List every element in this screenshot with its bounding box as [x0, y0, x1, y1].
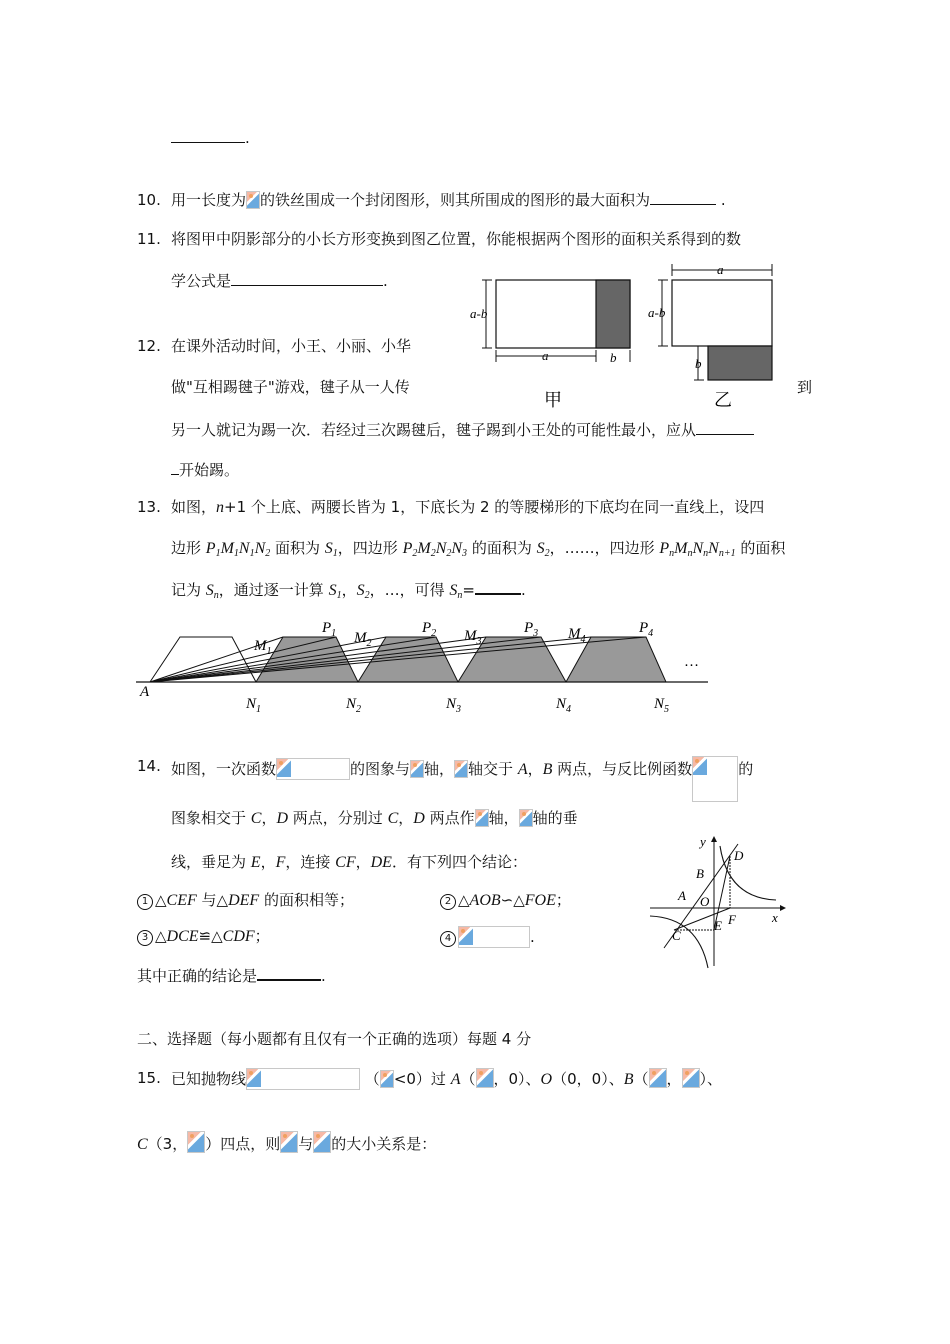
image-placeholder-icon: [380, 1070, 394, 1088]
formula-placeholder: [246, 1068, 360, 1090]
image-placeholder-icon: [519, 809, 533, 827]
q12-line4: 开始踢。: [171, 460, 239, 480]
image-placeholder-icon: [246, 191, 260, 209]
image-placeholder-icon: [313, 1131, 331, 1153]
q10-text: 用一长度为 的铁丝围成一个封闭图形，则其所围成的图形的最大面积为 .: [171, 191, 726, 209]
q14-conclusion-3: 3 △DCE≌△CDF；: [137, 926, 270, 947]
answer-blank[interactable]: [257, 965, 321, 981]
image-placeholder-icon: [475, 809, 489, 827]
area-figures: [462, 260, 792, 415]
label-P1: $P_1$: [322, 620, 337, 639]
q14-conclusion-1: 1 △CEF 与△DEF 的面积相等；: [137, 890, 354, 911]
image-placeholder-icon: [277, 759, 291, 777]
label-N3: $N_3$: [446, 696, 462, 715]
answer-blank[interactable]: [650, 190, 716, 205]
figure-jia: [470, 280, 630, 410]
label-N5: $N_5$: [654, 696, 670, 715]
axis-label-x: x: [772, 910, 778, 925]
q14-conclusion-4: 4 .: [440, 926, 535, 948]
q12-line2: 做"互相踢毽子"游戏，毽子从一人传: [171, 378, 410, 396]
image-placeholder-icon: [247, 1069, 261, 1087]
label-b: b: [610, 350, 617, 365]
image-placeholder-icon: [187, 1131, 205, 1153]
image-placeholder-icon: [682, 1068, 700, 1088]
image-placeholder-icon: [649, 1068, 667, 1088]
q14-line2: 图象相交于 C，D 两点，分别过 C，D 两点作 轴， 轴的垂: [171, 809, 578, 827]
label-P3: $P_3$: [524, 620, 539, 639]
answer-blank[interactable]: [475, 579, 521, 595]
image-placeholder-icon: [280, 1131, 298, 1153]
point-label-B: B: [696, 866, 704, 881]
image-placeholder-icon: [410, 760, 424, 778]
q10-number: 10.: [137, 191, 161, 209]
q13-number: 13.: [137, 498, 161, 516]
point-label-D: D: [734, 848, 744, 863]
label-a-minus-b: a-b: [470, 306, 488, 321]
label-P4: $P_4$: [639, 620, 654, 639]
q13-line1: 如图，n+1 个上底、两腰长皆为 1，下底长为 2 的等腰梯形的下底均在同一直线上，设四: [171, 498, 765, 516]
caption-jia: 甲: [544, 390, 562, 410]
image-placeholder-icon: [459, 927, 473, 945]
label-ellipsis: …: [684, 654, 699, 670]
point-label-O: O: [700, 894, 710, 909]
q14-number: 14.: [137, 757, 161, 775]
function-graph: [640, 828, 790, 970]
label-M3: $M_3$: [464, 628, 482, 647]
q12-line1: 在课外活动时间，小王、小丽、小华: [171, 337, 412, 355]
label-a: a: [542, 348, 549, 363]
q13-line3: 记为 $S_n$，通过逐一计算 $S_1$，$S_2$，…，可得 $S_n=$ .: [171, 581, 526, 601]
q15-line1: 已知抛物线 （ <0）过 A（ ，0）、O（0，0）、B（ ， ）、: [171, 1070, 723, 1088]
label-N2: $N_2$: [346, 696, 362, 715]
formula-placeholder: [276, 758, 350, 780]
answer-blank[interactable]: [171, 128, 245, 143]
q12-line2-end: 到: [797, 378, 813, 396]
q14-line1: 如图，一次函数 的图象与 轴， 轴交于 A，B 两点，与反比例函数 的: [171, 756, 753, 802]
answer-blank[interactable]: [696, 420, 754, 435]
q9-answer-line: .: [171, 128, 250, 148]
q14-line3: 线，垂足为 E，F，连接 CF，DE．有下列四个结论：: [171, 853, 527, 871]
q14-answer: 其中正确的结论是 .: [137, 967, 326, 985]
label-a-minus-b: a-b: [648, 305, 666, 320]
formula-placeholder: [692, 756, 738, 802]
label-M4: $M_4$: [568, 626, 586, 645]
image-placeholder-icon: [476, 1068, 494, 1088]
point-label-E: E: [714, 918, 722, 933]
q11-number: 11.: [137, 230, 161, 248]
caption-yi: 乙: [714, 390, 732, 410]
figure-yi: [648, 262, 772, 410]
q15-number: 15.: [137, 1069, 161, 1087]
answer-blank[interactable]: [231, 271, 383, 286]
image-placeholder-icon: [454, 760, 468, 778]
image-placeholder-icon: [693, 757, 707, 775]
label-A: A: [140, 684, 150, 700]
point-label-C: C: [672, 928, 681, 943]
formula-placeholder: [458, 926, 530, 948]
q12-number: 12.: [137, 337, 161, 355]
q13-line2: 边形 $P_1M_1N_1N_2$ 面积为 $S_1$，四边形 $P_2M_2N_2N_3$ 的面积为 $S_2$，……，四边形 $P_nM_nN_nN_{n+1}$ 的面积: [171, 539, 786, 559]
label-P2: $P_2$: [422, 620, 437, 639]
section-heading: 二、选择题（每小题都有且仅有一个正确的选项）每题 4 分: [137, 1030, 532, 1048]
point-label-F: F: [728, 912, 736, 927]
q12-line3: 另一人就记为踢一次．若经过三次踢毽后，毽子踢到小王处的可能性最小，应从: [171, 420, 754, 440]
label-M2: $M_2$: [354, 630, 372, 649]
point-label-A: A: [678, 888, 686, 903]
label-N4: $N_4$: [556, 696, 572, 715]
trapezoid-figure: [136, 612, 716, 716]
axis-label-y: y: [700, 834, 706, 849]
q15-line2: C（3， ）四点，则 与 的大小关系是：: [137, 1131, 436, 1155]
q11-line2: 学公式是 .: [171, 272, 388, 290]
label-b: b: [695, 356, 702, 371]
q14-conclusion-2: 2 △AOB∽△FOE；: [440, 890, 571, 911]
label-N1: $N_1$: [246, 696, 262, 715]
label-M1: $M_1$: [254, 638, 272, 657]
q11-line1: 将图甲中阴影部分的小长方形变换到图乙位置，你能根据两个图形的面积关系得到的数: [171, 230, 742, 248]
label-a: a: [717, 262, 724, 277]
